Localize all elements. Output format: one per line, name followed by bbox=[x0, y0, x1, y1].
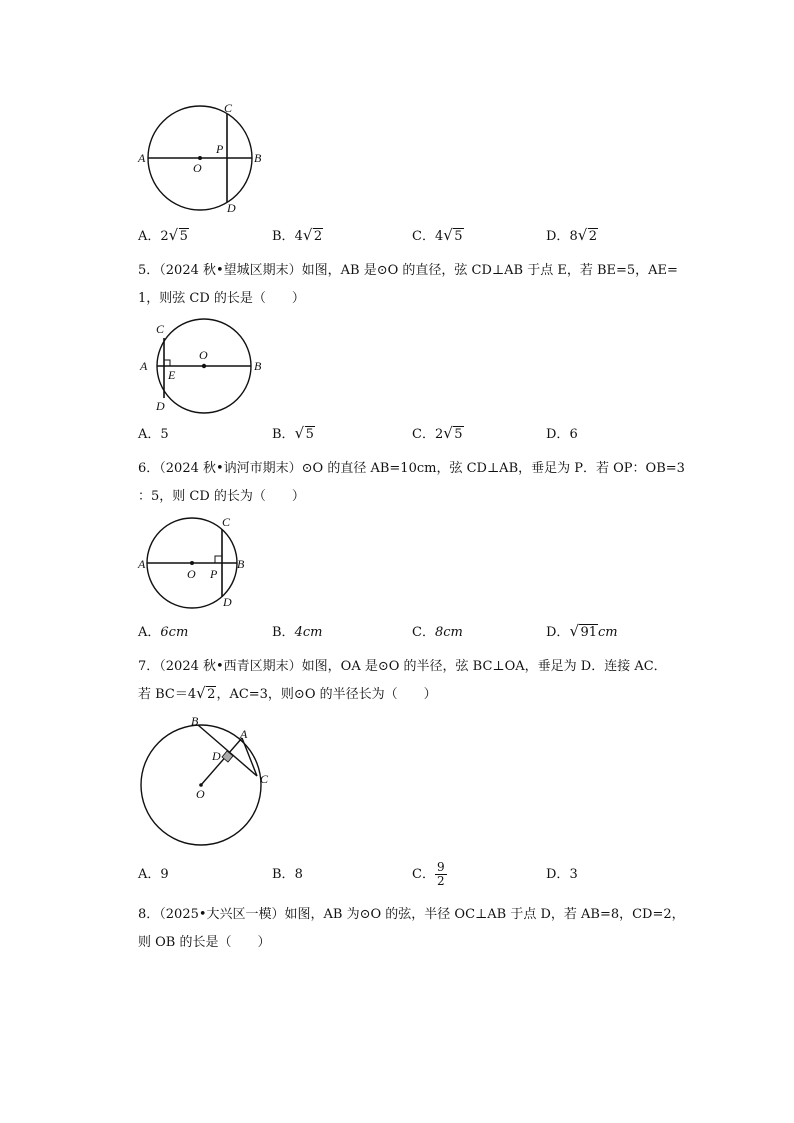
q7-right-angle bbox=[222, 751, 233, 762]
q7-option-b[interactable]: B．8 bbox=[272, 867, 303, 882]
q6-center-dot bbox=[190, 561, 194, 565]
q6-option-a[interactable]: A．6cm bbox=[138, 625, 189, 640]
q4-center-dot bbox=[198, 156, 202, 160]
q4-option-d[interactable]: D．8√ 2 bbox=[546, 228, 598, 246]
q5-stem-line2: 1，则弦 CD 的长是（ ） bbox=[138, 291, 305, 306]
q6-option-b[interactable]: B．4cm bbox=[272, 625, 323, 640]
q5-option-d[interactable]: D．6 bbox=[546, 427, 578, 442]
q4-label-o: O bbox=[193, 161, 202, 175]
q4-label-c: C bbox=[224, 101, 233, 115]
q6-label-o: O bbox=[187, 567, 196, 581]
q5-right-angle bbox=[164, 360, 170, 366]
q4-label-a: A bbox=[138, 151, 146, 165]
q4-option-c[interactable]: C．4√ 5 bbox=[412, 228, 464, 246]
q6-figure bbox=[130, 514, 280, 614]
q4-label-p: P bbox=[216, 142, 224, 156]
q6-label-p: P bbox=[210, 567, 218, 581]
q5-stem-line1: 5．（2024 秋•望城区期末）如图，AB 是⊙O 的直径，弦 CD⊥AB 于点 E，若 BE=5，AE= bbox=[138, 263, 678, 278]
q7-chord-bc bbox=[198, 725, 257, 776]
q7-label-b: B bbox=[191, 714, 199, 728]
q4-option-a[interactable]: A．2√ 5 bbox=[138, 228, 189, 246]
q6-label-d: D bbox=[223, 595, 232, 609]
q7-stem-line1: 7．（2024 秋•西青区期末）如图，OA 是⊙O 的半径，弦 BC⊥OA，垂足为 D．连接 AC． bbox=[138, 659, 667, 674]
q5-label-b: B bbox=[254, 359, 262, 373]
q5-center-dot bbox=[202, 364, 206, 368]
fraction: $\frac{9}{2}$ bbox=[436, 860, 445, 888]
q5-label-e: E bbox=[168, 368, 176, 382]
q7-option-d[interactable]: D．3 bbox=[546, 867, 578, 882]
q7-option-a[interactable]: A．9 bbox=[138, 867, 169, 882]
q4-figure bbox=[130, 95, 280, 220]
q5-option-c[interactable]: C．2√ 5 bbox=[412, 426, 464, 444]
q5-label-c: C bbox=[156, 322, 165, 336]
q6-label-c: C bbox=[222, 515, 231, 529]
q6-label-a: A bbox=[138, 557, 146, 571]
q6-stem-line1: 6．（2024 秋•讷河市期末）⊙O 的直径 AB=10cm，弦 CD⊥AB，垂足为 P．若 OP：OB=3 bbox=[138, 461, 685, 476]
q7-label-c: C bbox=[260, 772, 269, 786]
q5-option-a[interactable]: A．5 bbox=[138, 427, 169, 442]
q4-label-b: B bbox=[254, 151, 262, 165]
q6-option-c[interactable]: C．8cm bbox=[412, 625, 463, 640]
q5-option-b[interactable]: B．√ 5 bbox=[272, 426, 315, 444]
q7-label-o: O bbox=[196, 787, 205, 801]
q7-figure bbox=[130, 710, 290, 855]
q7-label-d: D bbox=[212, 749, 221, 763]
q8-stem-line1: 8．（2025•大兴区一模）如图，AB 为⊙O 的弦，半径 OC⊥AB 于点 D，若 AB=8，CD=2， bbox=[138, 907, 685, 922]
q4-label-d: D bbox=[227, 201, 236, 215]
q8-stem-line2: 则 OB 的长是（ ） bbox=[138, 935, 271, 950]
q5-label-d: D bbox=[156, 399, 165, 413]
q7-label-a: A bbox=[240, 727, 248, 741]
q4-option-b[interactable]: B．4√ 2 bbox=[272, 228, 323, 246]
q6-option-d[interactable]: D．√ 91cm bbox=[546, 624, 618, 642]
q6-label-b: B bbox=[237, 557, 245, 571]
q7-option-c[interactable]: C． $\frac{9}{2}$ bbox=[412, 860, 445, 888]
q6-right-angle bbox=[215, 556, 222, 563]
q5-label-o: O bbox=[199, 348, 208, 362]
q6-stem-line2: ：5，则 CD 的长为（ ） bbox=[138, 489, 305, 504]
q7-stem-line2: 若 BC＝4√ 2，AC=3，则⊙O 的半径长为（ ） bbox=[138, 686, 437, 704]
q5-label-a: A bbox=[140, 359, 148, 373]
q5-figure bbox=[130, 318, 280, 418]
